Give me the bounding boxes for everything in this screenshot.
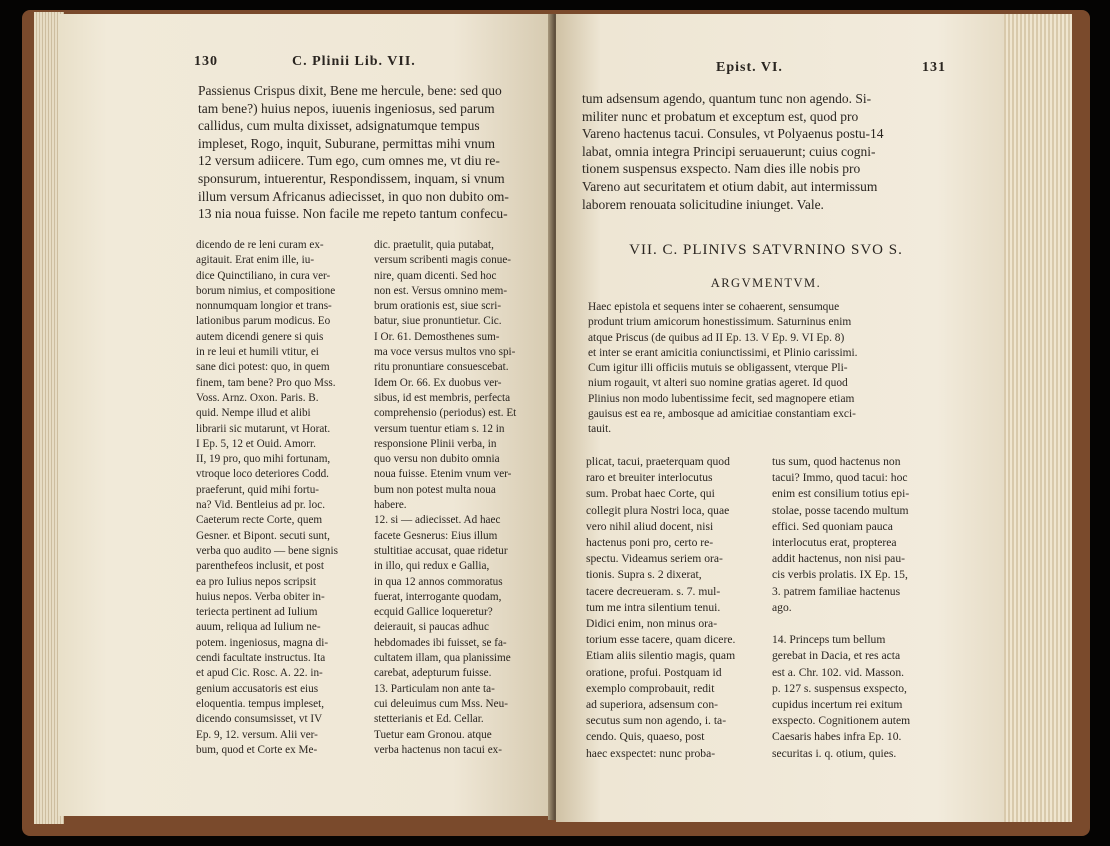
note-line: agitauit. Erat enim ille, iu- bbox=[196, 254, 315, 267]
left-page bbox=[58, 14, 552, 816]
note-line: produnt trium amicorum honestissimum. Saturninus enim bbox=[588, 316, 852, 329]
note-line: hebdomades ibi fuisset, se fa- bbox=[374, 636, 507, 649]
note-line: vero nihil aliud docent, nisi bbox=[586, 519, 714, 533]
right-main-text bbox=[582, 90, 942, 213]
note-line: Idem Or. 66. Ex duobus ver- bbox=[374, 376, 502, 389]
note-line: carebat, adepturum fuisse. bbox=[374, 667, 492, 680]
note-line: ea pro Iulius nepos scripsit bbox=[196, 575, 316, 588]
note-line: ritu pronuntiare consuescebat. bbox=[374, 361, 509, 374]
note-line: stetterianis et Ed. Cellar. bbox=[374, 713, 484, 726]
note-line: et inter se erant amicitia coniunctissimi, et Plinio carissimi. bbox=[588, 346, 858, 359]
note-line: tacere decreueram. s. 7. mul- bbox=[586, 584, 721, 598]
note-line: Plinius non modo lubentissime fecit, sed magnopere etiam bbox=[588, 392, 855, 405]
note-line: collegit plura Nostri loca, quae bbox=[586, 503, 730, 517]
note-line: Etiam aliis silentio magis, quam bbox=[586, 649, 736, 663]
note-line: gerebat in Dacia, et res acta bbox=[772, 649, 901, 663]
note-line: interlocutus erat, propterea bbox=[772, 536, 897, 550]
note-line: tus sum, quod hactenus non bbox=[772, 455, 901, 468]
letter-heading: VII. C. PLINIVS SATVRNINO SVO S. bbox=[629, 242, 903, 258]
note-line: quid. Nempe illud et alibi bbox=[196, 407, 311, 420]
note-line: torium esse tacere, quam dicere. bbox=[586, 633, 736, 647]
note-line: cis verbis prolatis. IX Ep. 15, bbox=[772, 568, 908, 582]
note-line: sane dici potest: quo, in quem bbox=[196, 361, 330, 374]
note-line: in re leui et humili vtitur, ei bbox=[196, 346, 319, 359]
note-line: dicendo de re leni curam ex- bbox=[196, 239, 324, 251]
note-line: vtroque loco deteriores Codd. bbox=[196, 468, 329, 481]
note-line: dic. praetulit, quia putabat, bbox=[374, 239, 494, 251]
left-notes-column-2 bbox=[374, 238, 542, 758]
note-line: 3. patrem familiae hactenus bbox=[772, 584, 901, 598]
left-main-text bbox=[198, 82, 540, 223]
note-line: II, 19 pro, quo mihi fortunam, bbox=[196, 453, 331, 466]
note-line: Tuetur eam Gronou. atque bbox=[374, 728, 492, 741]
note-line: cupidus incertum rei exitum bbox=[772, 698, 903, 712]
left-page-number: 130 bbox=[194, 54, 218, 69]
note-line: brum orationis est, siue scri- bbox=[374, 300, 502, 313]
note-line: na? Vid. Bentleius ad pr. loc. bbox=[196, 499, 325, 512]
note-line: tum me intra silentium tenui. bbox=[586, 600, 721, 614]
note-line: 13. Particulam non ante ta- bbox=[374, 682, 495, 695]
note-line: secutus sum non agendo, i. ta- bbox=[586, 714, 727, 728]
note-line bbox=[772, 616, 948, 632]
text-line: militer nunc et probatum et exceptum est, quod pro bbox=[582, 108, 859, 124]
note-line: nonnumquam longior et trans- bbox=[196, 300, 332, 313]
note-line: comprehensio (periodus) est. Et bbox=[374, 407, 517, 420]
argument-heading: ARGVMENTVM. bbox=[710, 276, 822, 290]
note-line: facete Gesnerus: Eius illum bbox=[374, 529, 498, 542]
text-line: Vareno aut securitatem et otium dabit, aut intermissum bbox=[582, 178, 878, 194]
text-line: callidus, cum multa dixisset, adsignatumque tempus bbox=[198, 118, 480, 134]
note-line: dice Quinctiliano, in cura ver- bbox=[196, 269, 331, 282]
note-line: cendo. Quis, quaeso, post bbox=[586, 730, 705, 744]
note-line: cendi facultate instructus. Ita bbox=[196, 652, 326, 665]
note-line: teriecta pertinent ad Iulium bbox=[196, 606, 318, 619]
note-line: noua fuisse. Etenim vnum ver- bbox=[374, 468, 512, 481]
text-line: illum versum Africanus adiecisset, in quo non dubito om- bbox=[198, 188, 509, 204]
argument-text bbox=[588, 300, 940, 438]
note-line: est a. Chr. 102. vid. Masson. bbox=[772, 665, 905, 679]
note-line: atque Priscus (de quibus ad II Ep. 13. V Ep. 9. VI Ep. 8) bbox=[588, 331, 845, 344]
note-line: nire, quam dicenti. Sed hoc bbox=[374, 269, 497, 282]
note-line: ago. bbox=[772, 600, 792, 614]
text-line: impleset, Rogo, inquit, Suburane, permittas mihi vnum bbox=[198, 135, 495, 151]
text-line: labat, omnia integra Principi seruauerunt; cuius cogni- bbox=[582, 143, 876, 159]
note-line: versum tuentur etiam s. 12 in bbox=[374, 422, 505, 435]
note-line: cui deleuimus cum Mss. Neu- bbox=[374, 697, 508, 710]
right-page-number: 131 bbox=[922, 60, 946, 75]
left-notes-column-1 bbox=[196, 238, 368, 758]
note-line: ecquid Gallice loqueretur? bbox=[374, 606, 493, 619]
left-running-head: C. Plinii Lib. VII. bbox=[292, 54, 416, 69]
note-line: plicat, tacui, praeterquam quod bbox=[586, 455, 730, 468]
note-line: eloquentia. tempus impleset, bbox=[196, 697, 325, 710]
note-line: librarii sic mutarunt, vt Horat. bbox=[196, 422, 331, 435]
text-line: sponsurum, intuerentur, Respondissem, inquam, si vnum bbox=[198, 170, 505, 186]
note-line: addit hactenus, non nisi pau- bbox=[772, 552, 905, 566]
right-page bbox=[556, 14, 1004, 822]
right-notes-column-1 bbox=[586, 454, 766, 762]
note-line: genium accusatoris est eius bbox=[196, 682, 319, 695]
note-line: autem dicendi genere si quis bbox=[196, 330, 324, 343]
right-running-head: Epist. VI. bbox=[716, 60, 783, 75]
note-line: deierauit, si paucas adhuc bbox=[374, 621, 489, 634]
note-line: auum, reliqua ad Iulium ne- bbox=[196, 621, 321, 634]
note-line: exemplo comprobauit, redit bbox=[586, 681, 715, 695]
note-line: haec exspectet: nunc proba- bbox=[586, 746, 716, 760]
note-line: p. 127 s. suspensus exspecto, bbox=[772, 681, 907, 695]
note-line: in qua 12 annos commoratus bbox=[374, 575, 503, 588]
note-line: Didici enim, non minus ora- bbox=[586, 617, 718, 631]
text-line: Vareno hactenus tacui. Consules, vt Polyaenus postu-14 bbox=[582, 126, 884, 142]
note-line: bum, quod et Corte ex Me- bbox=[196, 743, 318, 756]
note-line: effici. Sed quoniam pauca bbox=[772, 519, 893, 533]
note-line: tionis. Supra s. 2 dixerat, bbox=[586, 568, 702, 582]
note-line: stultitiae accusat, quae ridetur bbox=[374, 544, 508, 557]
note-line: finem, tam bene? Pro quo Mss. bbox=[196, 376, 336, 389]
text-line: 12 versum adiicere. Tum ego, cum omnes me, vt diu re- bbox=[198, 153, 500, 169]
note-line: bum non potest multa noua bbox=[374, 483, 496, 496]
note-line: sibus, id est membris, perfecta bbox=[374, 391, 511, 404]
note-line: tauit. bbox=[588, 423, 612, 436]
note-line: I Ep. 5, 12 et Ouid. Amorr. bbox=[196, 437, 316, 450]
text-line: Passienus Crispus dixit, Bene me hercule, bene: sed quo bbox=[198, 83, 502, 98]
text-line: tam bene?) huius nepos, iuuenis ingeniosus, sed parum bbox=[198, 100, 495, 116]
note-line: exspecto. Cognitionem autem bbox=[772, 714, 911, 728]
note-line: praeferunt, quid mihi fortu- bbox=[196, 483, 320, 496]
note-line: potem. ingeniosus, magna di- bbox=[196, 636, 329, 649]
note-line: 14. Princeps tum bellum bbox=[772, 633, 886, 647]
right-notes-column-2 bbox=[772, 454, 948, 762]
note-line: securitas i. q. otium, quies. bbox=[772, 746, 897, 760]
note-line: raro et breuiter interlocutus bbox=[586, 471, 713, 485]
note-line: spectu. Videamus seriem ora- bbox=[586, 552, 723, 566]
note-line: quo versu non dubito omnia bbox=[374, 453, 500, 466]
text-line: laborem renouata solicitudine iniunget. Vale. bbox=[582, 196, 824, 212]
note-line: fuerat, interrogante quodam, bbox=[374, 590, 502, 603]
note-line: parenthefeos inclusit, et post bbox=[196, 560, 325, 573]
note-line: in illo, qui redux e Gallia, bbox=[374, 560, 490, 573]
note-line: Caeterum recte Corte, quem bbox=[196, 514, 323, 527]
note-line: 12. si — adiecisset. Ad haec bbox=[374, 514, 501, 527]
note-line: oratione, profui. Postquam id bbox=[586, 665, 722, 679]
note-line: huius nepos. Verba obiter in- bbox=[196, 590, 325, 603]
note-line: ad superiora, adsensum con- bbox=[586, 698, 718, 712]
note-line: sum. Probat haec Corte, qui bbox=[586, 487, 715, 501]
note-line: batur, siue pronuntietur. Cic. bbox=[374, 315, 502, 328]
note-line: Gesner. et Bipont. secuti sunt, bbox=[196, 529, 330, 542]
note-line: Haec epistola et sequens inter se cohaerent, sensumque bbox=[588, 301, 840, 313]
note-line: lationibus parum modicus. Eo bbox=[196, 315, 331, 328]
note-line: nium rogauit, vt alteri suo nomine gratias ageret. Id quod bbox=[588, 377, 848, 390]
note-line: et apud Cic. Rosc. A. 22. in- bbox=[196, 667, 323, 680]
note-line: ma voce versus multos vno spi- bbox=[374, 346, 516, 359]
note-line: stolae, posse tacendo multum bbox=[772, 503, 909, 517]
note-line: responsione Plinii verba, in bbox=[374, 437, 497, 450]
note-line: Cum igitur illi officiis mutuis se obligassent, vterque Pli- bbox=[588, 362, 848, 375]
note-line: gauisus est ea re, ambosque ad amicitiae constantiam exci- bbox=[588, 408, 856, 421]
note-line: enim est consilium totius epi- bbox=[772, 487, 910, 501]
note-line: borum nimius, et compositione bbox=[196, 284, 336, 297]
note-line: habere. bbox=[374, 499, 407, 512]
note-line: dicendo consumsisset, vt IV bbox=[196, 713, 323, 726]
note-line: Caesaris habes infra Ep. 10. bbox=[772, 730, 902, 744]
note-line: verba hactenus non tacui ex- bbox=[374, 743, 502, 756]
note-line: cultatem illam, qua planissime bbox=[374, 652, 511, 665]
note-line: verba quo audito — bene signis bbox=[196, 544, 338, 557]
note-line: versum scribenti magis conue- bbox=[374, 254, 512, 267]
note-line: Ep. 9, 12. versum. Alii ver- bbox=[196, 728, 318, 741]
note-line: I Or. 61. Demosthenes sum- bbox=[374, 330, 500, 343]
note-line: tacui? Immo, quod tacui: hoc bbox=[772, 471, 908, 485]
note-line: non est. Versus omnino mem- bbox=[374, 284, 508, 297]
note-line: hactenus poni pro, certo re- bbox=[586, 536, 714, 550]
text-line: tionem suspensus exspecto. Nam dies ille nobis pro bbox=[582, 161, 861, 177]
text-line: tum adsensum agendo, quantum tunc non agendo. Si- bbox=[582, 91, 872, 106]
note-line: Voss. Arnz. Oxon. Paris. B. bbox=[196, 391, 319, 404]
text-line: 13 nia noua fuisse. Non facile me repeto tantum confecu- bbox=[198, 206, 508, 222]
right-page-edges bbox=[1000, 14, 1072, 822]
